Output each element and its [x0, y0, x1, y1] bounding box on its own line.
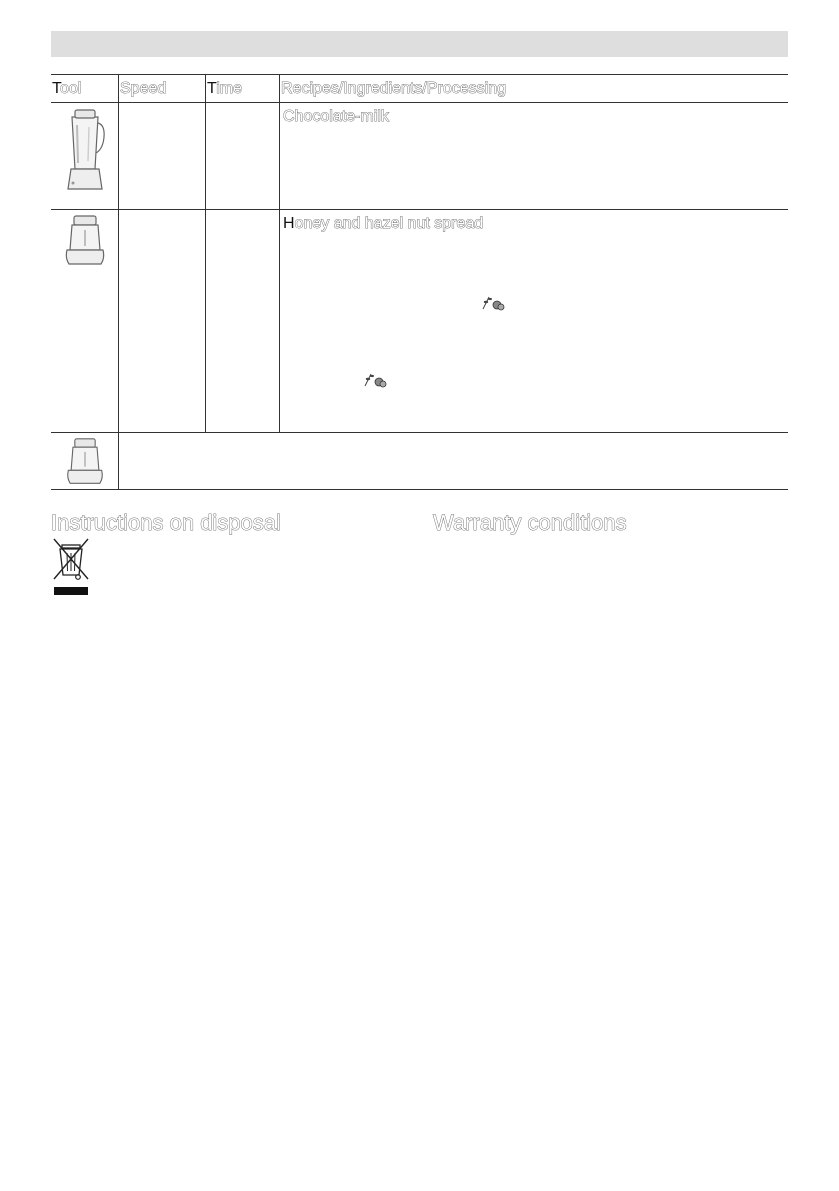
recipe-title [119, 433, 788, 438]
time-cell [206, 103, 280, 210]
recipe-table [51, 74, 788, 490]
recipe-title: Chocolate-milk [283, 108, 389, 125]
header-bar [51, 31, 788, 57]
herb-nut-icon [480, 295, 506, 311]
warranty-heading: Warranty conditions [433, 510, 627, 535]
header-speed: Speed [119, 75, 206, 103]
speed-cell [119, 103, 206, 210]
disposal-heading: Instructions on disposal [51, 510, 281, 535]
crossed-out-wheelie-bin-icon [52, 537, 90, 597]
tool-cell [51, 103, 119, 210]
merged-cell [119, 433, 789, 490]
recipe-title: Honey and hazel nut spread [283, 215, 484, 232]
header-tool: Tool [51, 75, 119, 103]
table-row [51, 433, 788, 490]
time-cell [206, 210, 280, 433]
header-time: Time [206, 75, 280, 103]
mini-chopper-icon [64, 214, 106, 268]
tool-cell [51, 433, 119, 490]
recipe-cell [280, 103, 789, 210]
table-header-row [51, 75, 788, 103]
table-row [51, 103, 788, 210]
table-row [51, 210, 788, 433]
herb-nut-icon [362, 372, 388, 388]
speed-cell [119, 210, 206, 433]
mini-chopper-icon [64, 437, 106, 487]
recipe-cell [280, 210, 789, 433]
tool-cell [51, 210, 119, 433]
header-recipes: Recipes/Ingredients/Processing [280, 75, 789, 103]
blender-jug-icon [63, 107, 107, 193]
